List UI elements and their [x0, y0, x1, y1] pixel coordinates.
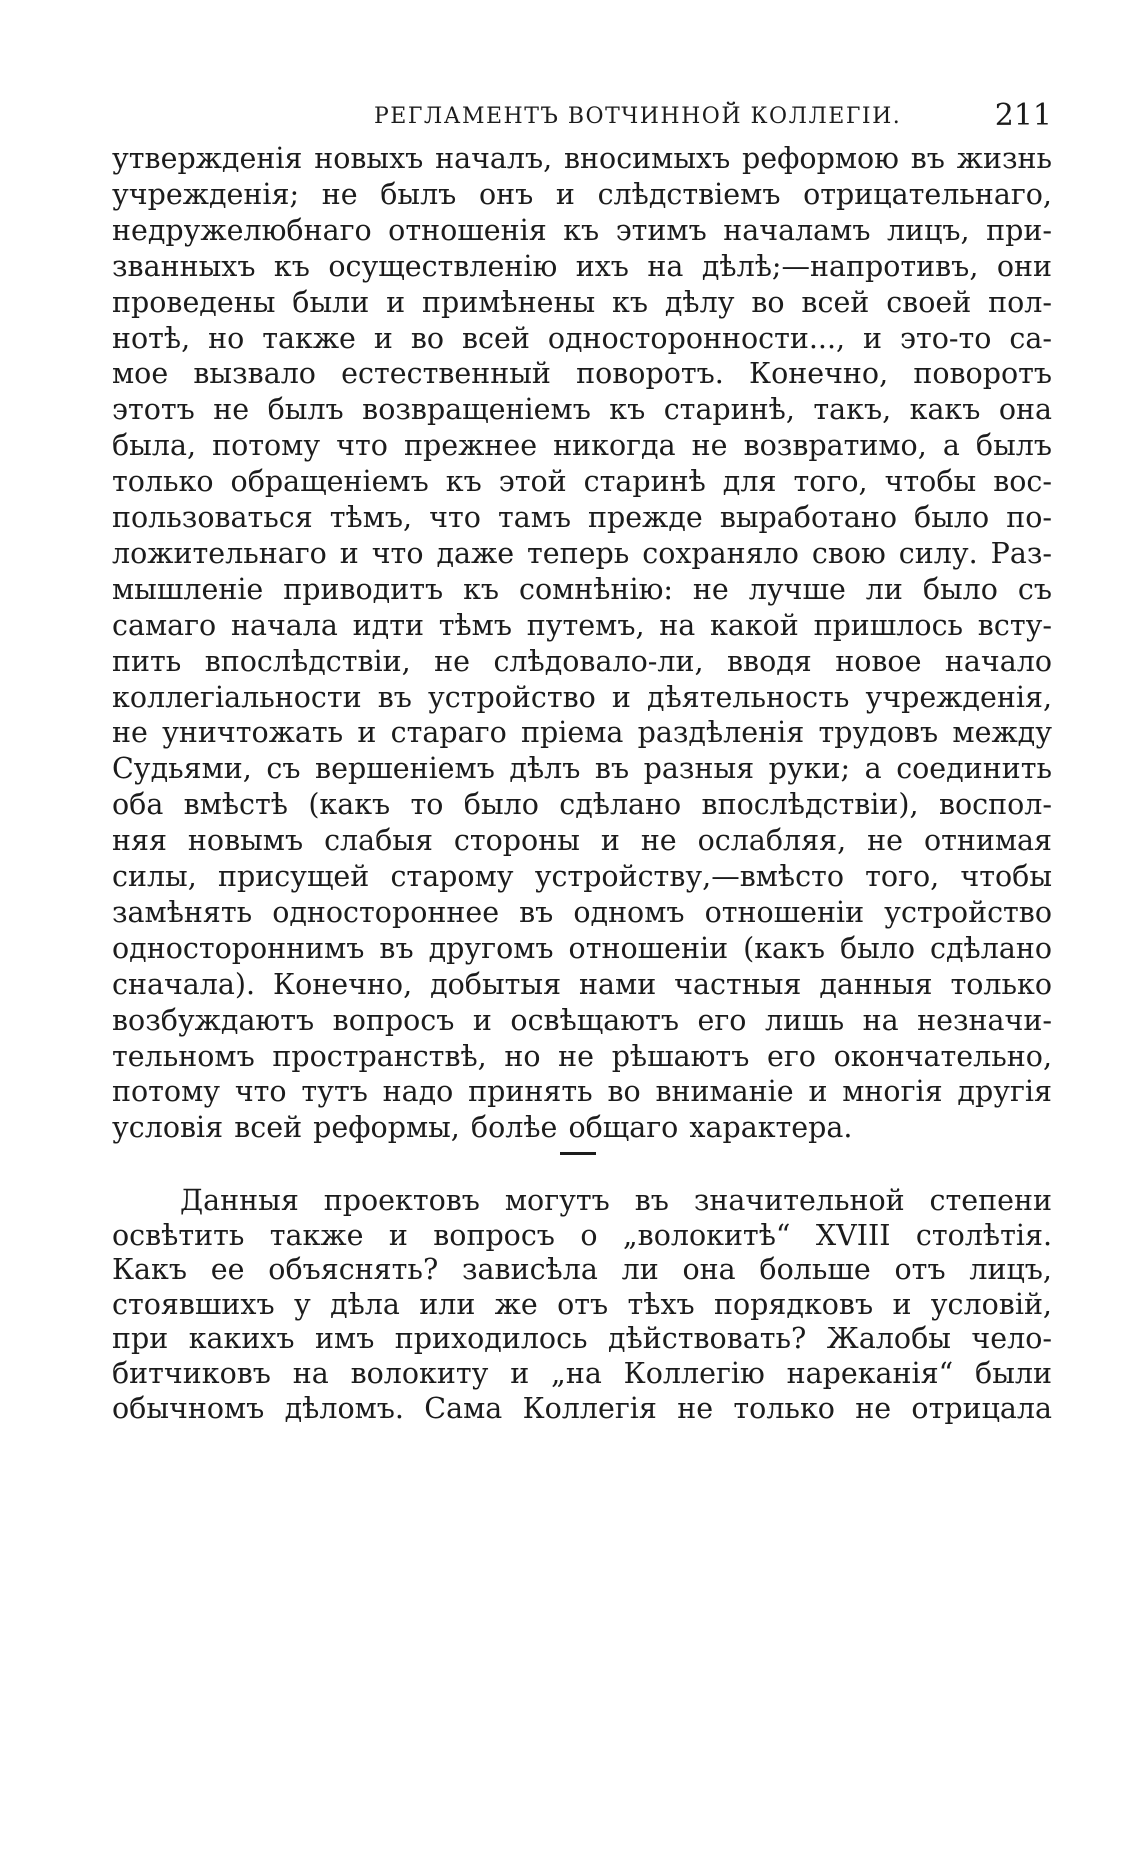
text-line: Данныя проектовъ могутъ въ значительной степени: [180, 1184, 1052, 1217]
text-line: пить впослѣдствіи, не слѣдовало-ли, вводя новое начало: [112, 645, 1052, 678]
text-line: обычномъ дѣломъ. Сама Коллегія не только не отрицала: [112, 1392, 1052, 1425]
text-line: Какъ ее объяснять? зависѣла ли она больше отъ лицъ,: [112, 1253, 1052, 1286]
text-line: силы, присущей старому устройству,—вмѣсто того, чтобы: [112, 860, 1052, 893]
text-line: освѣтить также и вопросъ о „волокитѣ“ XVIII столѣтія.: [112, 1219, 1052, 1252]
text-line: коллегіальности въ устройство и дѣятельность учрежденія,: [112, 681, 1052, 714]
text-line: условія всей реформы, болѣе общаго характера.: [112, 1111, 853, 1144]
text-line: Судьями, съ вершеніемъ дѣлъ въ разныя руки; а соединить: [112, 752, 1052, 785]
text-line: утвержденія новыхъ началъ, вносимыхъ реформою въ жизнь: [112, 142, 1052, 175]
running-head: РЕГЛАМЕНТЪ ВОТЧИННОЙ КОЛЛЕГІИ.: [374, 104, 902, 129]
text-line: была, потому что прежнее никогда не возвратимо, а былъ: [112, 429, 1052, 462]
text-line: мышленіе приводитъ къ сомнѣнію: не лучше ли было съ: [112, 573, 1052, 606]
text-line: битчиковъ на волокиту и „на Коллегію нареканія“ были: [112, 1357, 1052, 1390]
section-divider: [560, 1152, 596, 1155]
text-line: не уничтожать и стараго пріема раздѣленія трудовъ между: [112, 716, 1052, 749]
text-line: званныхъ къ осуществленію ихъ на дѣлѣ;—напротивъ, они: [112, 250, 1052, 283]
text-line: сначала). Конечно, добытыя нами частныя данныя только: [112, 968, 1052, 1001]
text-line: недружелюбнаго отношенія къ этимъ началамъ лицъ, при-: [112, 214, 1052, 247]
page-number: 211: [994, 98, 1052, 133]
text-line: этотъ не былъ возвращеніемъ къ старинѣ, такъ, какъ она: [112, 393, 1052, 426]
text-line: одностороннимъ въ другомъ отношеніи (какъ было сдѣлано: [112, 932, 1052, 965]
text-line: оба вмѣстѣ (какъ то было сдѣлано впослѣдствіи), воспол-: [112, 788, 1052, 821]
text-line: няя новымъ слабыя стороны и не ослабляя, не отнимая: [112, 824, 1052, 857]
text-line: только обращеніемъ къ этой старинѣ для того, чтобы вос-: [112, 465, 1052, 498]
text-line: при какихъ имъ приходилось дѣйствовать? Жалобы чело-: [112, 1322, 1052, 1355]
text-line: возбуждаютъ вопросъ и освѣщаютъ его лишь на незначи-: [112, 1004, 1052, 1037]
text-line: замѣнять одностороннее въ одномъ отношеніи устройство: [112, 896, 1052, 929]
text-line: нотѣ, но также и во всей односторонности..., и это-то са-: [112, 322, 1052, 355]
text-line: мое вызвало естественный поворотъ. Конечно, поворотъ: [112, 357, 1052, 390]
text-line: тельномъ пространствѣ, но не рѣшаютъ его окончательно,: [112, 1040, 1052, 1073]
text-line: проведены были и примѣнены къ дѣлу во всей своей пол-: [112, 286, 1052, 319]
text-line: потому что тутъ надо принять во вниманіе и многія другія: [112, 1075, 1052, 1108]
page-header: [112, 98, 1052, 138]
text-line: стоявшихъ у дѣла или же отъ тѣхъ порядковъ и условій,: [112, 1288, 1052, 1321]
text-line: ложительнаго и что даже теперь сохраняло свою силу. Раз-: [112, 537, 1052, 570]
text-line: учрежденія; не былъ онъ и слѣдствіемъ отрицательнаго,: [112, 178, 1052, 211]
text-line: самаго начала идти тѣмъ путемъ, на какой пришлось всту-: [112, 609, 1052, 642]
text-line: пользоваться тѣмъ, что тамъ прежде выработано было по-: [112, 501, 1052, 534]
